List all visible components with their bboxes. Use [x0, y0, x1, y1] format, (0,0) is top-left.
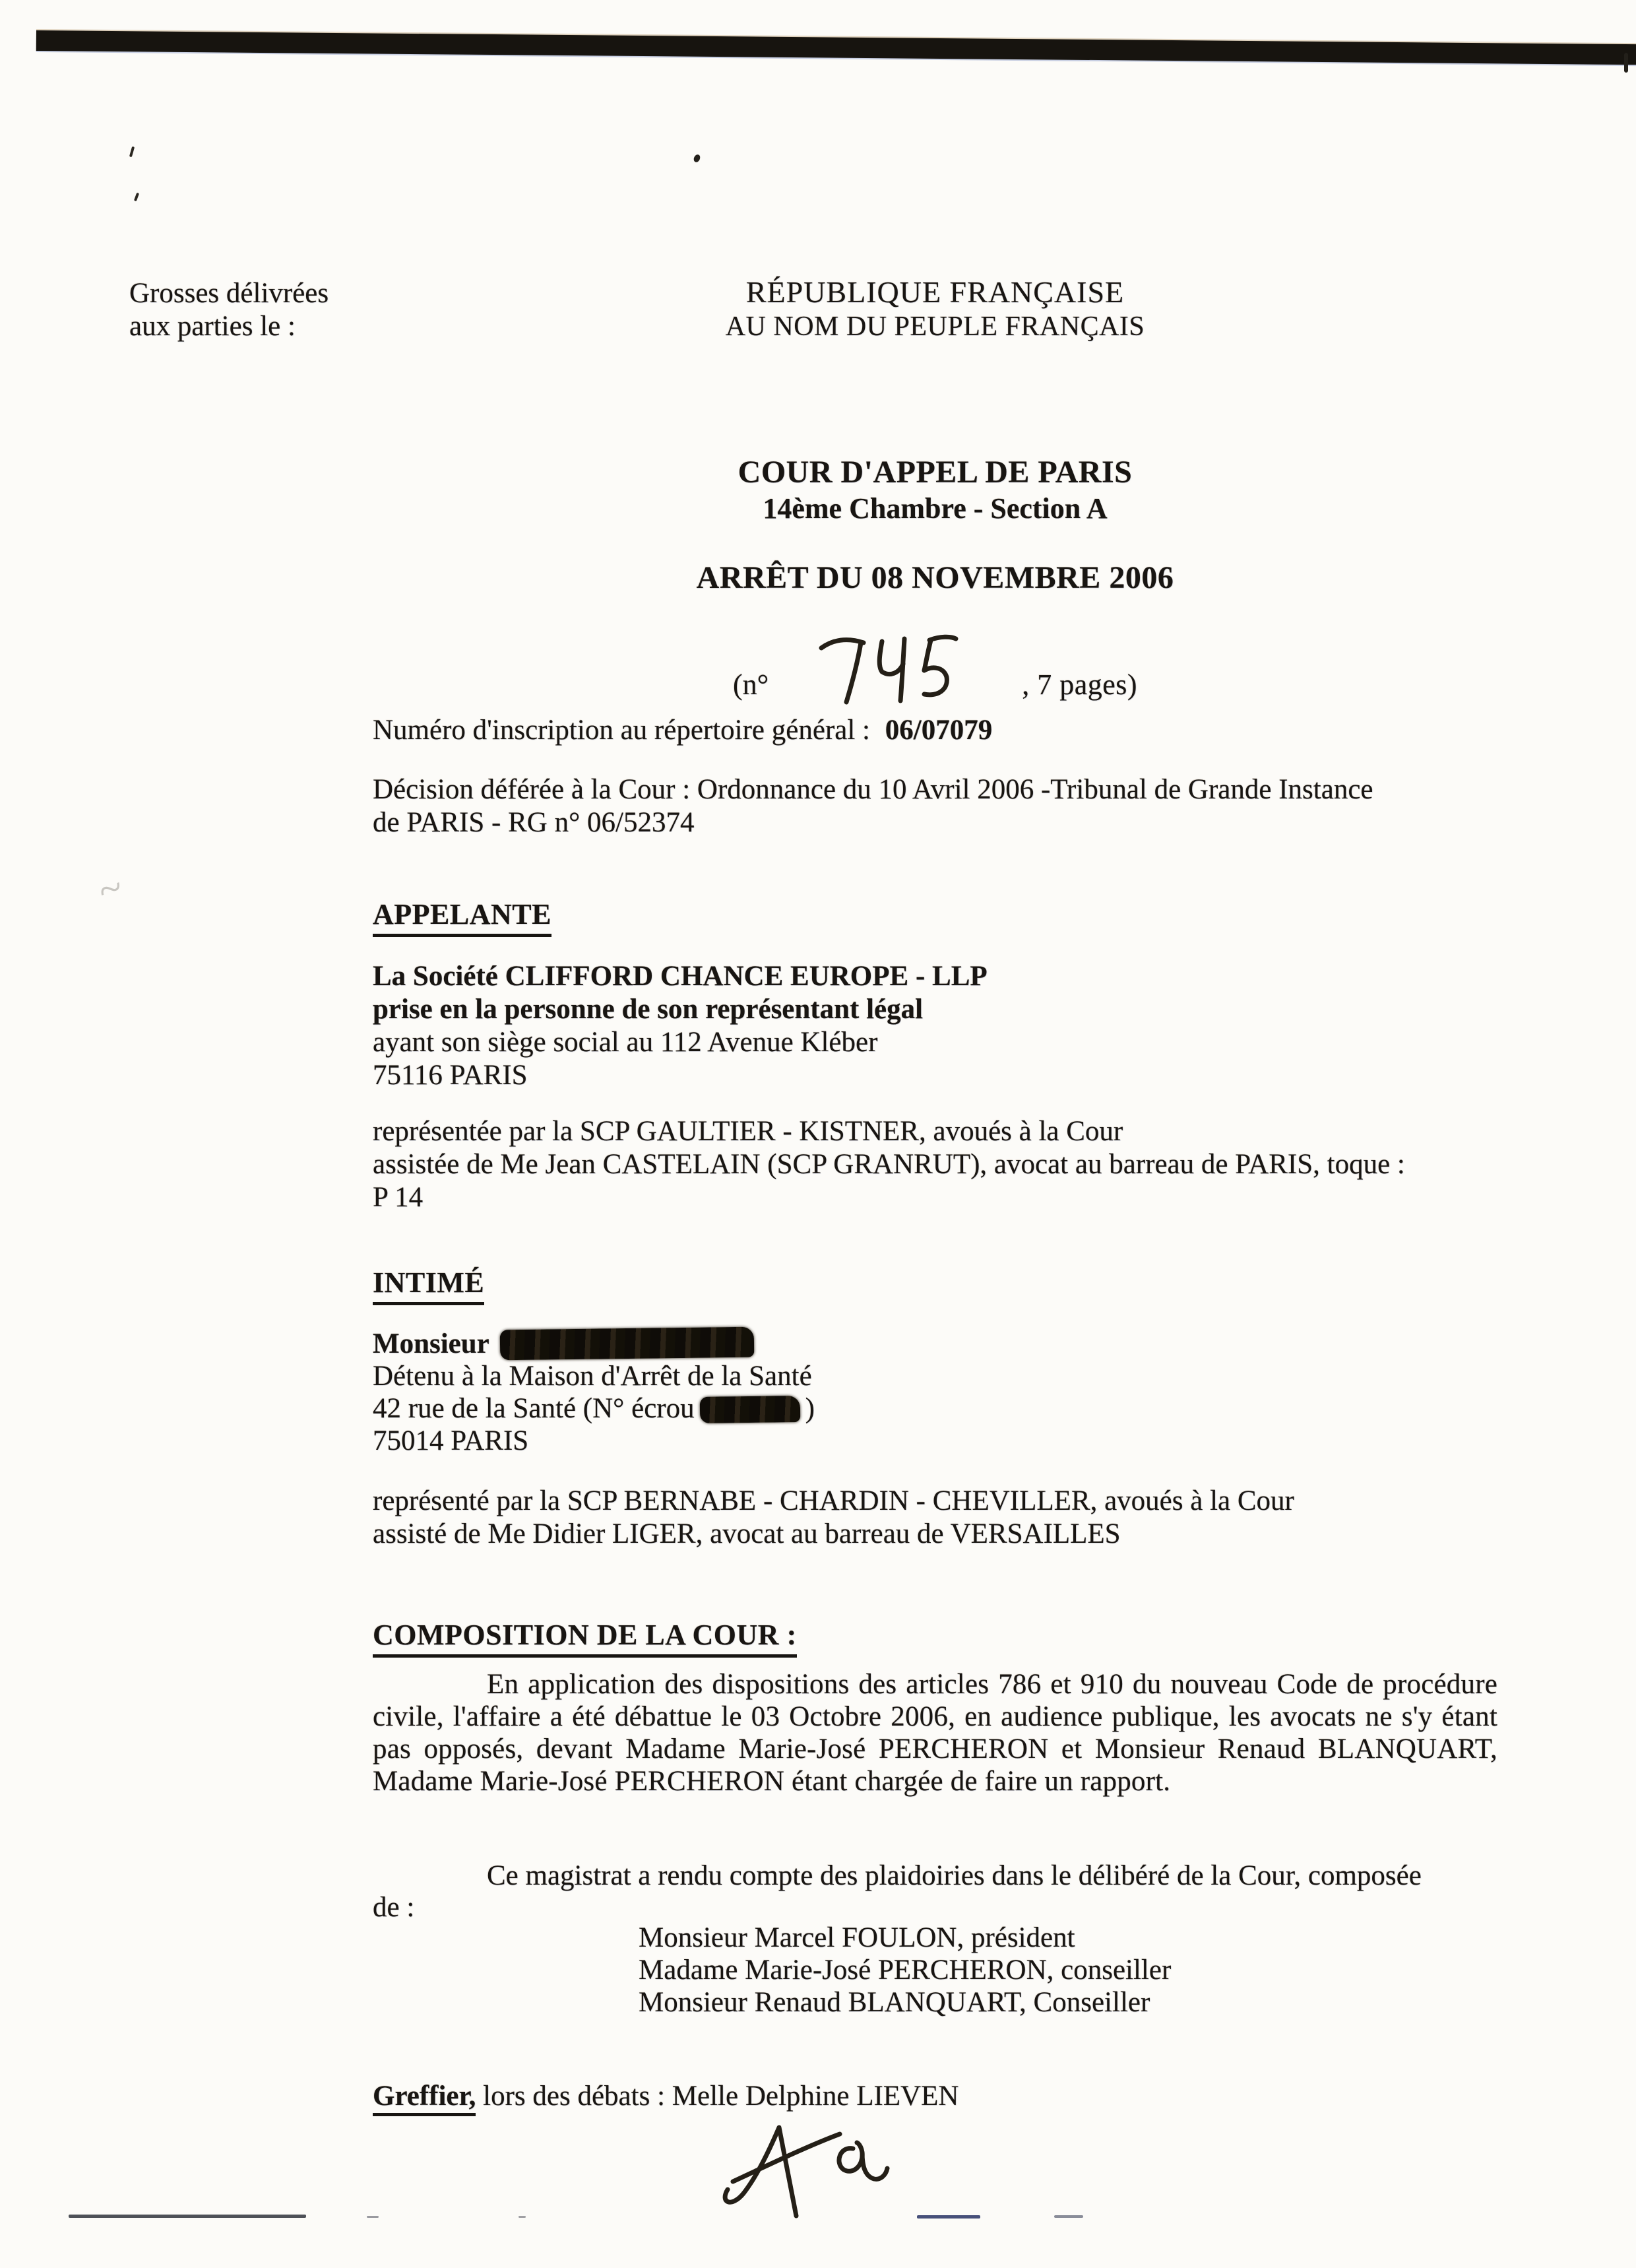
scan-bottom-line-segment [367, 2216, 379, 2218]
scan-bottom-line-segment [917, 2215, 980, 2219]
composition-section-heading: COMPOSITION DE LA COUR : [373, 1618, 797, 1658]
scan-bottom-line-segment [1054, 2215, 1083, 2218]
referred-decision-line1: Décision déférée à la Cour : Ordonnance du 10 Avril 2006 -Tribunal de Grande Instance [373, 774, 1373, 805]
referred-decision [373, 773, 1514, 839]
pencil-squiggle-artifact: ~ [92, 862, 129, 915]
case-pages-suffix: , 7 pages) [1022, 668, 1138, 701]
respondent-title: Monsieur [373, 1328, 489, 1359]
republic-subtitle: AU NOM DU PEUPLE FRANÇAIS [725, 311, 1145, 342]
judge-item: Monsieur Marcel FOULON, président [639, 1922, 1075, 1953]
appellant-section-heading: APPELANTE [373, 897, 551, 937]
inscription-line [373, 714, 992, 747]
republic-title: RÉPUBLIQUE FRANÇAISE [745, 275, 1125, 309]
appellant-address-line1: ayant son siège social au 112 Avenue Kléber [373, 1027, 878, 1058]
handwritten-case-number-745 [811, 626, 969, 711]
inscription-label: Numéro d'inscription au répertoire général : [373, 715, 870, 746]
court-chamber: 14ème Chambre - Section A [763, 492, 1108, 525]
appellant-counsel-line1: représentée par la SCP GAULTIER - KISTNER, avoués à la Cour [373, 1116, 1123, 1147]
appellant-representative-note: prise en la personne de son représentant légal [373, 994, 924, 1025]
judges-list [639, 1922, 1171, 2019]
scan-edge-artifact [1624, 53, 1628, 73]
clerk-line [373, 2080, 959, 2113]
appellant-name: La Société CLIFFORD CHANCE EUROPE - LLP [373, 961, 988, 992]
magistrate-report-line2: de : [373, 1892, 415, 1923]
redacted-name-scribble [500, 1327, 755, 1361]
corner-note [129, 277, 329, 343]
respondent-identity [373, 1328, 815, 1457]
respondent-section-heading: INTIMÉ [373, 1266, 484, 1305]
appellant-identity [373, 960, 988, 1092]
respondent-name-line [373, 1328, 815, 1360]
appellant-counsel-line2: assistée de Me Jean CASTELAIN (SCP GRANRUT), avocat au barreau de PARIS, toque : [373, 1149, 1405, 1180]
respondent-counsel-line1: représenté par la SCP BERNABE - CHARDIN - CHEVILLER, avoués à la Cour [373, 1485, 1294, 1516]
corner-note-line2: aux parties le : [129, 311, 296, 342]
court-title-block [373, 454, 1497, 527]
referred-decision-line2: de PARIS - RG n° 06/52374 [373, 807, 695, 838]
respondent-city-line: 75014 PARIS [373, 1425, 529, 1456]
inscription-value: 06/07079 [885, 715, 993, 746]
respondent-address-post: ) [805, 1393, 815, 1424]
respondent-detention-line: Détenu à la Maison d'Arrêt de la Santé [373, 1361, 812, 1392]
corner-note-line1: Grosses délivrées [129, 278, 329, 309]
scan-speck [129, 146, 135, 157]
clerk-label: Greffier, [373, 2081, 476, 2116]
clerk-name: lors des débats : Melle Delphine LIEVEN [476, 2081, 959, 2112]
respondent-address-line [373, 1392, 815, 1425]
appellant-counsel [373, 1115, 1405, 1214]
scan-dot-artifact [693, 154, 701, 164]
appellant-counsel-line3: P 14 [373, 1182, 424, 1213]
decision-title: ARRÊT DU 08 NOVEMBRE 2006 [696, 560, 1174, 595]
magistrate-report-line1: Ce magistrat a rendu compte des plaidoiries dans le délibéré de la Cour, composée [487, 1860, 1422, 1891]
scan-speck [134, 193, 139, 202]
handwritten-signature-mark [709, 2112, 920, 2227]
respondent-address-pre: 42 rue de la Santé (N° écrou [373, 1393, 695, 1424]
respondent-counsel [373, 1485, 1294, 1551]
respondent-counsel-line2: assisté de Me Didier LIGER, avocat au barreau de VERSAILLES [373, 1518, 1121, 1549]
court-name: COUR D'APPEL DE PARIS [738, 455, 1133, 490]
scan-black-bar-artifact [36, 30, 1636, 65]
scan-bottom-line-segment [69, 2215, 306, 2218]
judge-item: Madame Marie-José PERCHERON, conseiller [639, 1955, 1172, 1986]
case-number-line [373, 626, 1497, 711]
scan-bottom-line-segment [519, 2216, 526, 2218]
case-number-prefix: (n° [732, 668, 769, 701]
appellant-address-line2: 75116 PARIS [373, 1060, 528, 1091]
republic-header [373, 275, 1497, 343]
redacted-ecrou-number-scribble [699, 1396, 800, 1423]
judge-item: Monsieur Renaud BLANQUART, Conseiller [639, 1987, 1150, 2018]
composition-paragraph: En application des dispositions des articles 786 et 910 du nouveau Code de procédure civile, l'affaire a été débattue le 03 Octobre 2006, en audience publique, les avocats ne s'y étant pas opposés, devant Madame Marie-José PERCHERON et Monsieur Renaud BLANQUART, Madame Marie-José PERCHERON étant chargée de faire un rapport. [373, 1669, 1497, 1797]
